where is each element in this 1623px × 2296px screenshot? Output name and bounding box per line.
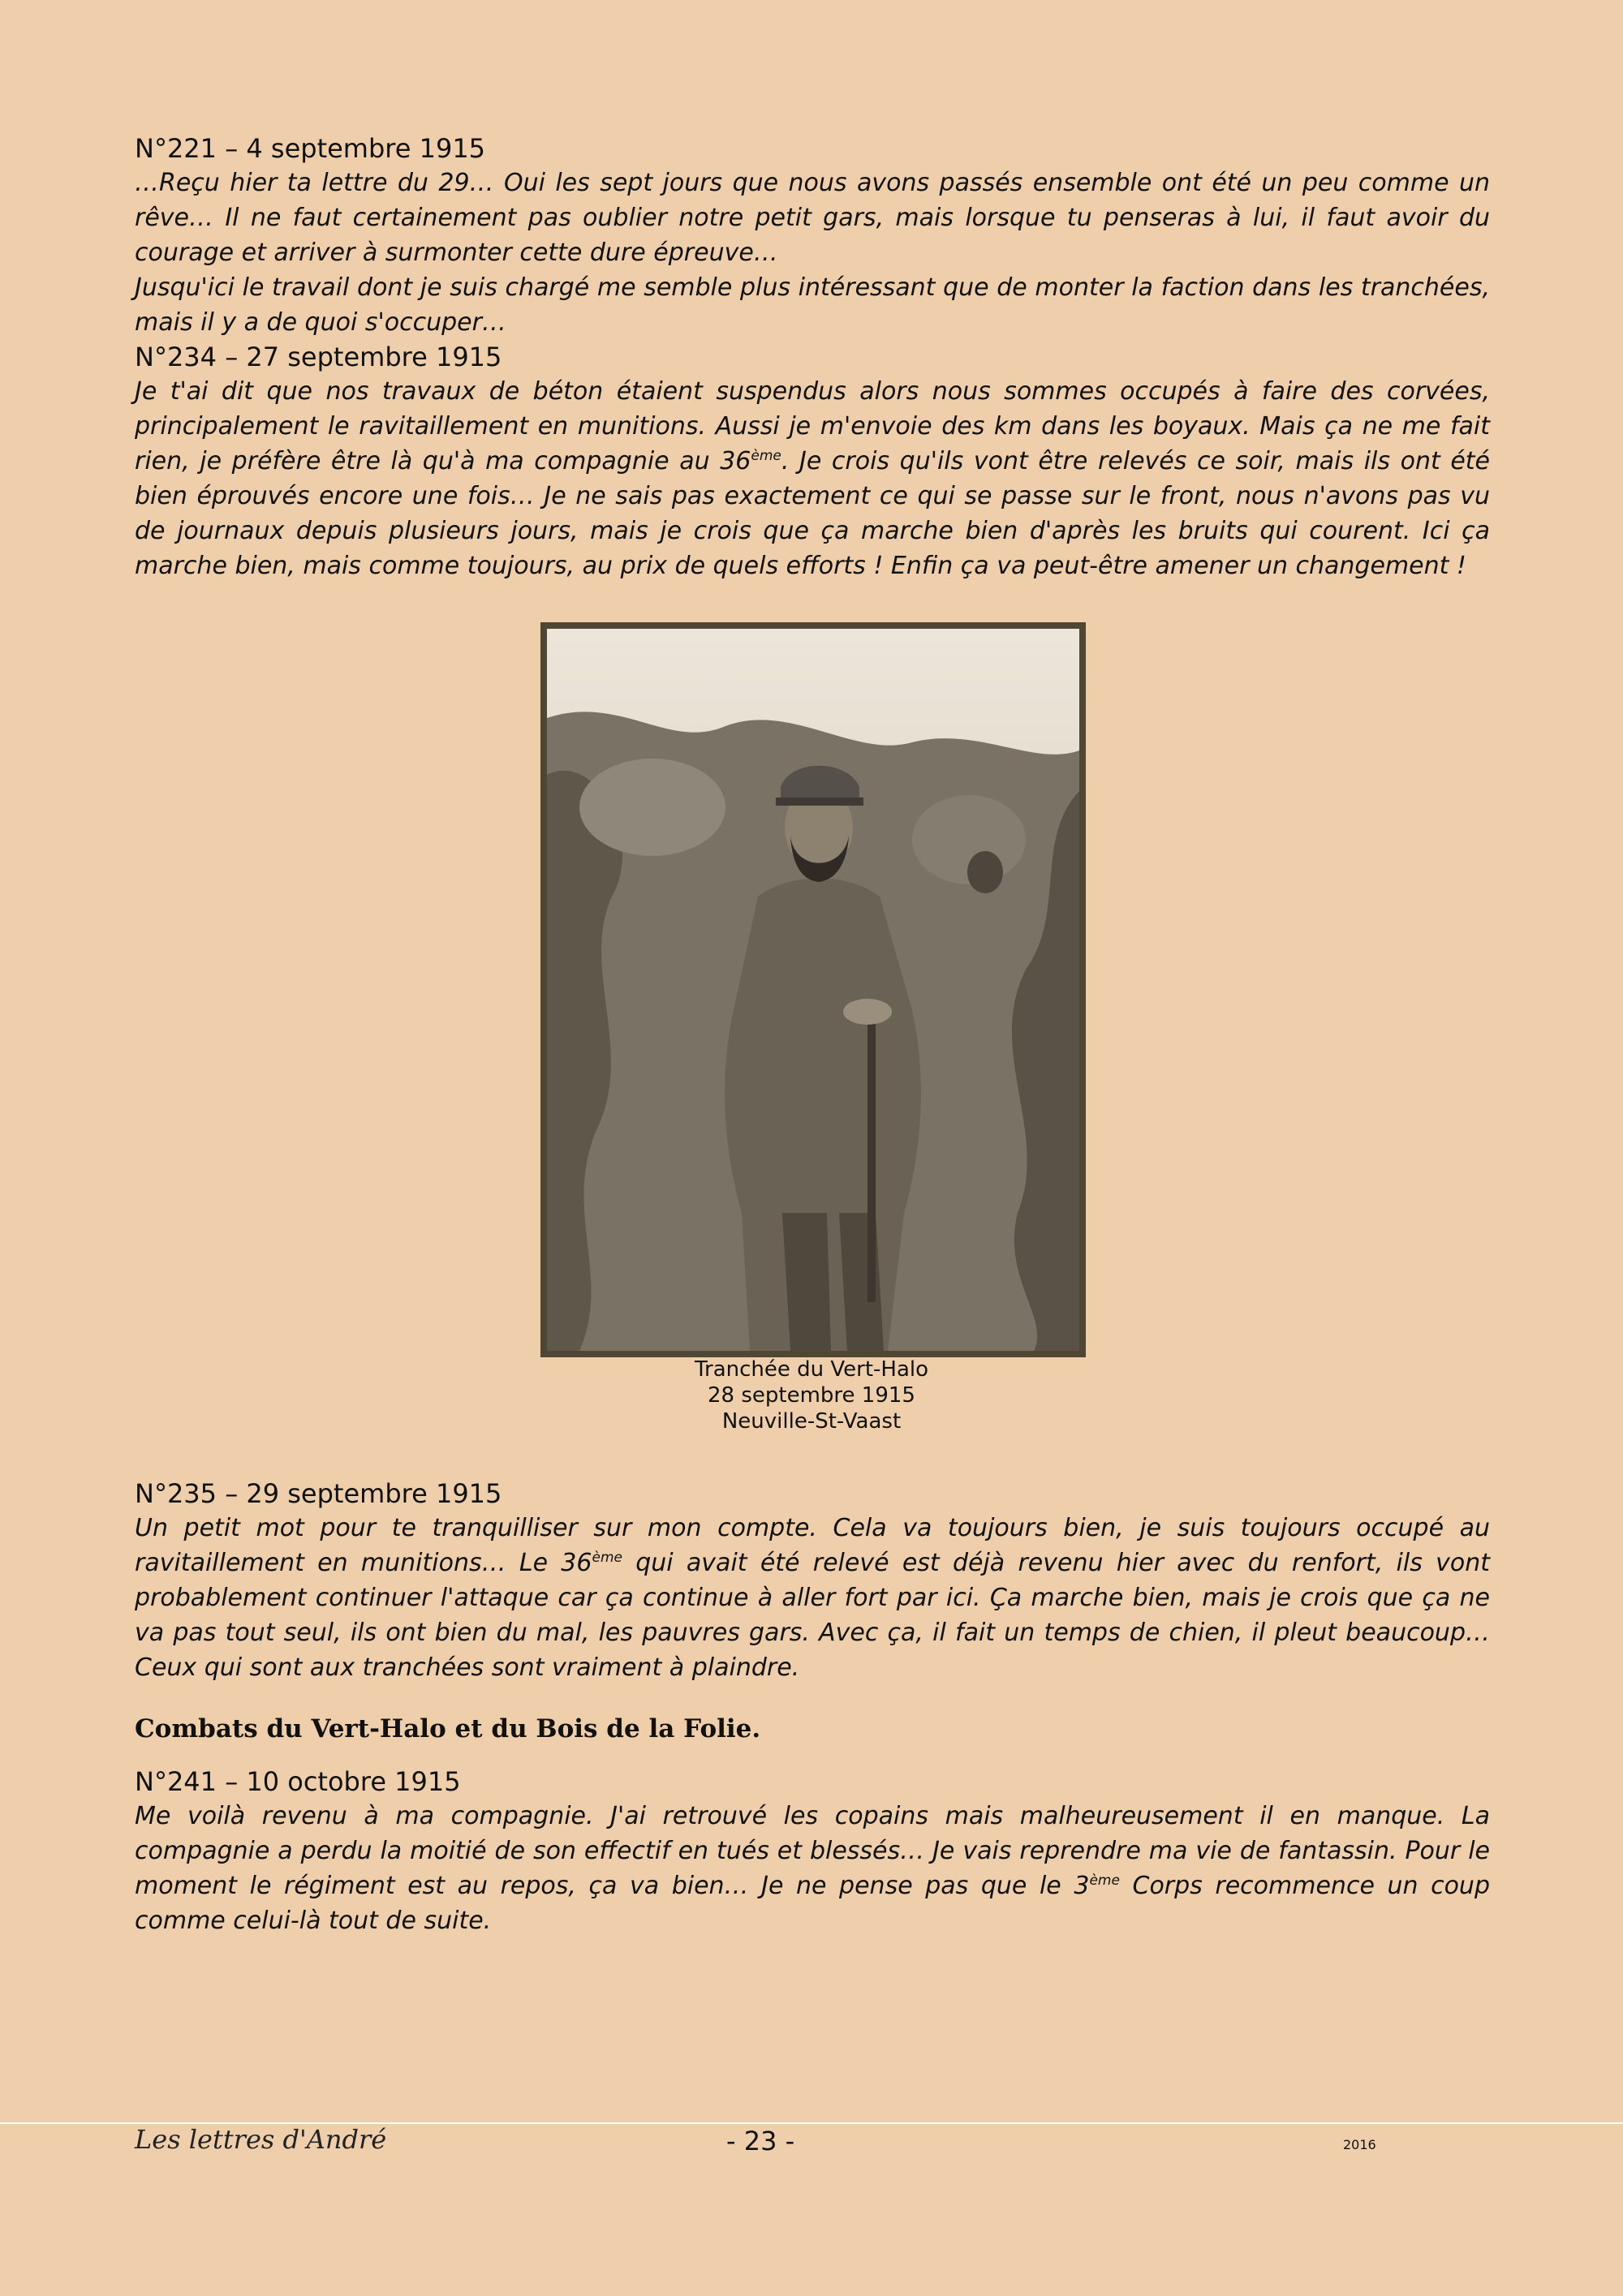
footer-title: Les lettres d'André [135, 2124, 387, 2155]
paragraph-text: Un petit mot pour te tranquilliser sur mon compte. Cela va toujours bien, je suis toujours occupé au ravitaillement en munitions… Le 36 [135, 1514, 1490, 1577]
superscript: ème [751, 448, 781, 464]
entry-body [135, 1799, 1490, 1938]
entry-body [135, 1511, 1490, 1685]
entry-body [135, 166, 1490, 340]
soldier-photo-illustration [547, 629, 1079, 1351]
photo-caption [568, 1357, 1055, 1434]
paragraph-text: Corps recommence un coup comme celui-là tout de suite. [135, 1872, 1490, 1935]
entry-paragraph [135, 270, 1490, 340]
paragraph-text: qui avait été relevé est déjà revenu hier avec du renfort, ils vont probablement continuer l'attaque car ça continue à aller fort par ici. Ça marche bien, mais je crois que ça ne va pas tout seul, ils ont bien du mal, les pauvres gars. Avec ça, il fait un temps de chien, il pleut beaucoup… Ceux qui sont aux tranchées sont vraiment à plaindre. [135, 1549, 1490, 1682]
paragraph-text: Me voilà revenu à ma compagnie. J'ai retrouvé les copains mais malheureusement il en manque. La compagnie a perdu la moitié de son effectif en tués et blessés… Je vais reprendre ma vie de fantassin. Pour le moment le régiment est au repos, ça va bien… Je ne pense pas que le 3 [135, 1802, 1490, 1900]
paragraph-text: . Je crois qu'ils vont être relevés ce soir, mais ils ont été bien éprouvés encore une fois… Je ne sais pas exactement ce qui se passe sur le front, nous n'avons pas vu de journaux depuis plusieurs jours, mais je crois que ça marche bien d'après les bruits qui courent. Ici ça marche bien, mais comme toujours, au prix de quels efforts ! Enfin ça va peut-être amener un changement ! [135, 447, 1490, 580]
superscript: ème [1089, 1872, 1120, 1889]
entry-title: N°235 – 29 septembre 1915 [135, 1478, 502, 1509]
entry-paragraph [135, 1799, 1490, 1938]
entry-paragraph [135, 374, 1490, 583]
footer-year: 2016 [1343, 2137, 1376, 2152]
entry-title: N°221 – 4 septembre 1915 [135, 133, 486, 164]
letter-entry [135, 340, 1490, 583]
superscript: ème [592, 1550, 622, 1566]
entry-paragraph [135, 1511, 1490, 1685]
page-number: - 23 - [726, 2126, 795, 2156]
caption-line: Neuville-St-Vaast [721, 1409, 902, 1434]
letter-entry [135, 1477, 1490, 1685]
caption-line: Tranchée du Vert-Halo [694, 1357, 929, 1382]
section-heading: Combats du Vert-Halo et du Bois de la Folie. [135, 1714, 761, 1743]
entry-body [135, 374, 1490, 583]
paragraph-text: …Reçu hier ta lettre du 29… Oui les sept jours que nous avons passés ensemble ont été un peu comme un rêve… Il ne faut certainement pas oublier notre petit gars, mais lorsque tu penseras à lui, il faut avoir du courage et arriver à surmonter cette dure épreuve… [135, 169, 1490, 267]
paragraph-text: Je t'ai dit que nos travaux de béton étaient suspendus alors nous sommes occupés à faire des corvées, principalement le ravitaillement en munitions. Aussi je m'envoie des km dans les boyaux. Mais ça ne me fait rien, je préfère être là qu'à ma compagnie au 36 [135, 377, 1490, 475]
entry-title: N°234 – 27 septembre 1915 [135, 342, 502, 372]
page-content [135, 131, 1490, 583]
paragraph-text: Jusqu'ici le travail dont je suis chargé me semble plus intéressant que de monter la faction dans les tranchées, mais il y a de quoi s'occuper… [135, 273, 1490, 337]
page-content-lower [135, 1477, 1490, 1938]
trench-photo [540, 622, 1086, 1357]
letter-entry [135, 131, 1490, 340]
caption-line: 28 septembre 1915 [708, 1383, 915, 1408]
entry-paragraph [135, 166, 1490, 270]
entry-title: N°241 – 10 octobre 1915 [135, 1766, 461, 1797]
letter-entry [135, 1765, 1490, 1938]
